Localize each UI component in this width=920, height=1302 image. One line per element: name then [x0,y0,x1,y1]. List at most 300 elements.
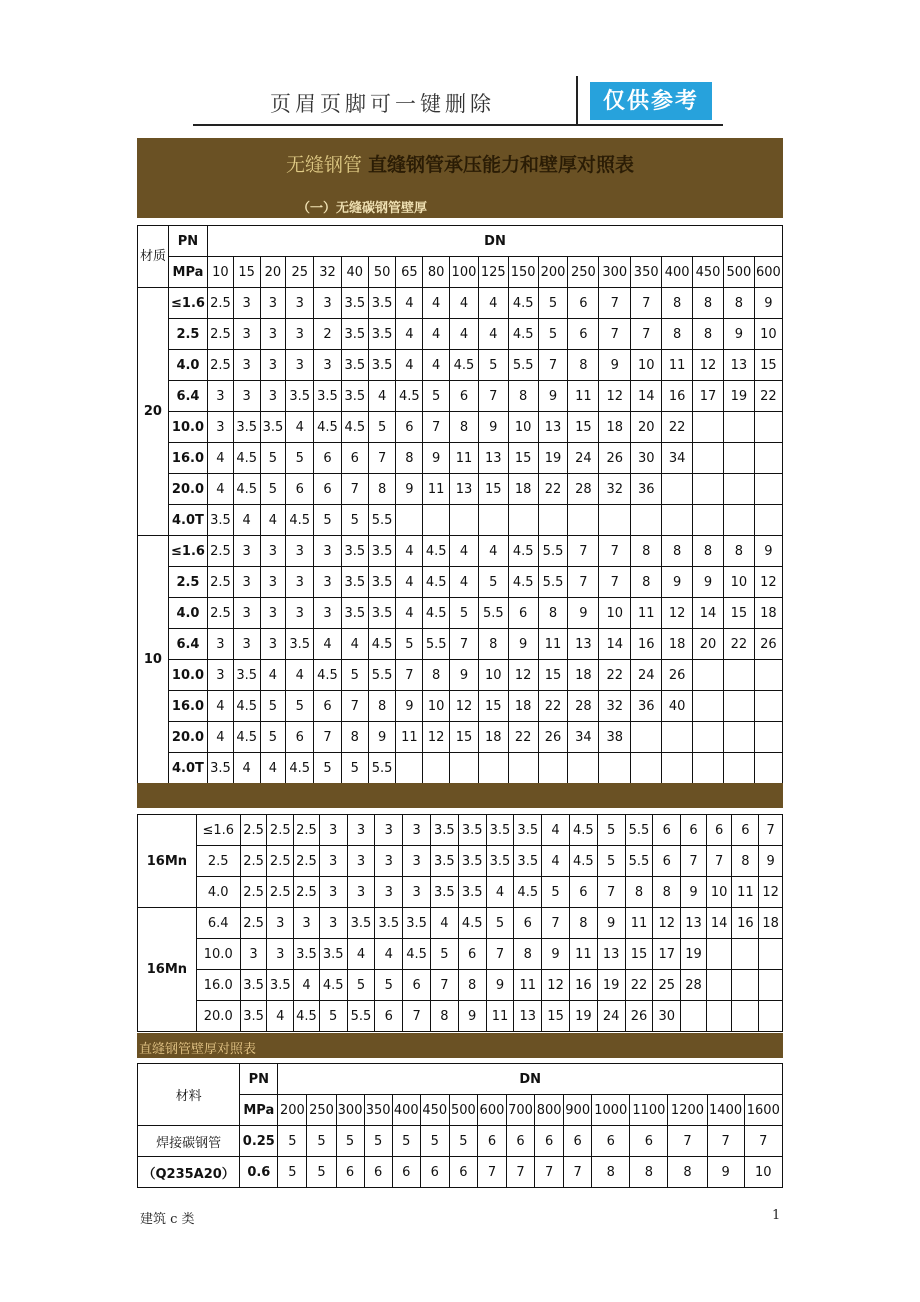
thickness-cell [754,443,782,474]
thickness-cell: 4.5 [396,381,423,412]
thickness-cell: 38 [599,722,631,753]
thickness-cell: 3 [233,381,260,412]
thickness-cell [681,1001,707,1032]
thickness-cell: 2 [314,319,342,350]
seamless-carbon-steel-table [137,225,783,784]
dn-value: 400 [662,257,693,288]
pn-cell: 16.0 [168,691,207,722]
thickness-cell: 10 [631,350,662,381]
thickness-cell: 7 [568,536,599,567]
thickness-cell: 26 [754,629,782,660]
thickness-cell: 4 [375,939,403,970]
pn-cell: 20.0 [196,1001,240,1032]
thickness-cell: 5.5 [368,660,396,691]
thickness-cell: 9 [478,412,508,443]
thickness-cell: 18 [508,474,538,505]
footer-category: 建筑 c 类 [140,1212,195,1227]
thickness-cell [693,505,724,536]
thickness-cell: 34 [662,443,693,474]
thickness-cell: 19 [723,381,754,412]
thickness-cell: 12 [508,660,538,691]
thickness-cell: 3 [286,350,314,381]
thickness-cell: 12 [653,908,681,939]
thickness-cell: 7 [538,350,568,381]
thickness-cell: 4.5 [508,567,538,598]
thickness-cell: 2.5 [267,846,294,877]
dn-value: 15 [233,257,260,288]
thickness-cell: 15 [542,1001,570,1032]
thickness-cell [631,505,662,536]
thickness-cell: 6 [681,815,707,846]
thickness-cell: 3 [314,350,342,381]
thickness-cell [759,1001,783,1032]
thickness-cell: 3 [267,908,294,939]
mpa-header: MPa [240,1095,278,1126]
thickness-cell: 4 [542,815,570,846]
pn-cell: 4.0 [196,877,240,908]
table-row [138,1001,783,1032]
thickness-cell: 5 [450,598,479,629]
thickness-cell: 5 [260,474,286,505]
thickness-cell: 4 [347,939,375,970]
thickness-cell: 19 [569,1001,597,1032]
thickness-cell: 26 [625,1001,653,1032]
thickness-cell: 3.5 [208,505,234,536]
thickness-cell: 2.5 [240,815,267,846]
thickness-cell: 12 [423,722,450,753]
thickness-cell: 26 [599,443,631,474]
pn-cell: ≤1.6 [168,288,207,319]
thickness-cell: 16 [732,908,759,939]
thickness-cell: 9 [754,536,782,567]
thickness-cell: 6 [403,970,431,1001]
thickness-cell: 8 [625,877,653,908]
thickness-cell: 3 [314,536,342,567]
table-row [138,1157,783,1188]
thickness-cell: 3 [260,288,286,319]
thickness-cell: 2.5 [240,877,267,908]
thickness-cell: 5.5 [423,629,450,660]
thickness-cell: 6 [592,1126,630,1157]
thickness-cell: 7 [478,381,508,412]
thickness-cell: 3 [347,877,375,908]
dn-value: 450 [420,1095,449,1126]
thickness-cell: 7 [599,288,631,319]
thickness-cell: 6 [564,1126,592,1157]
header-rule [193,124,723,126]
thickness-cell: 4 [478,536,508,567]
thickness-cell: 4.5 [423,567,450,598]
thickness-cell: 5 [368,412,396,443]
thickness-cell: 3.5 [486,815,514,846]
thickness-cell [396,753,423,784]
thickness-cell [662,753,693,784]
thickness-cell: 5 [538,288,568,319]
thickness-cell: 30 [631,443,662,474]
dn-value: 40 [341,257,368,288]
table-row [138,288,783,319]
thickness-cell: 4 [341,629,368,660]
thickness-cell: 24 [597,1001,625,1032]
thickness-cell: 7 [430,970,458,1001]
thickness-cell: 4 [450,536,479,567]
thickness-cell: 22 [662,412,693,443]
thickness-cell: 9 [568,598,599,629]
thickness-cell: 18 [599,412,631,443]
pn-cell: 4.0T [168,505,207,536]
table-row [138,939,783,970]
thickness-cell: 3 [314,567,342,598]
thickness-cell: 3 [403,815,431,846]
straight-seam-table [137,1063,783,1188]
thickness-cell: 3 [260,629,286,660]
thickness-cell: 4 [286,412,314,443]
thickness-cell [662,722,693,753]
thickness-cell: 4 [267,1001,294,1032]
pn-header: PN [240,1064,278,1095]
pn-header: PN [168,226,207,257]
thickness-cell: 14 [693,598,724,629]
thickness-cell: 24 [568,443,599,474]
thickness-cell: 15 [538,660,568,691]
thickness-cell: 7 [341,691,368,722]
thickness-cell: 3 [260,536,286,567]
dn-value: 350 [364,1095,392,1126]
thickness-cell: 6 [336,1157,364,1188]
thickness-cell [478,505,508,536]
thickness-cell: 22 [723,629,754,660]
thickness-cell: 4.5 [403,939,431,970]
thickness-cell: 3.5 [368,288,396,319]
thickness-cell: 3 [319,908,347,939]
thickness-cell: 5 [420,1126,449,1157]
16mn-steel-table [137,814,783,1032]
table-row [138,970,783,1001]
thickness-cell: 28 [568,691,599,722]
dn-value: 1200 [668,1095,707,1126]
thickness-cell: 4.5 [314,660,342,691]
thickness-cell: 13 [568,629,599,660]
thickness-cell: 13 [681,908,707,939]
thickness-cell: 9 [368,722,396,753]
thickness-cell: 3 [208,381,234,412]
thickness-cell [693,722,724,753]
thickness-cell: 22 [538,474,568,505]
thickness-cell [723,753,754,784]
thickness-cell: 8 [458,970,486,1001]
title-bold: 直缝钢管承压能力和壁厚对照表 [368,154,635,176]
thickness-cell: 7 [403,1001,431,1032]
thickness-cell: 25 [653,970,681,1001]
thickness-cell: 3.5 [208,753,234,784]
thickness-cell: 3.5 [458,815,486,846]
thickness-cell: 2.5 [208,319,234,350]
dn-value: 400 [392,1095,420,1126]
thickness-cell: 5 [538,319,568,350]
thickness-cell: 2.5 [208,288,234,319]
thickness-cell: 9 [542,939,570,970]
thickness-cell [693,660,724,691]
thickness-cell: 7 [599,319,631,350]
table-row [138,1126,783,1157]
thickness-cell: 3.5 [314,381,342,412]
thickness-cell: 3 [347,815,375,846]
thickness-cell: 6 [392,1157,420,1188]
dn-value: 100 [450,257,479,288]
straight-seam-title-band [137,1033,783,1058]
dn-value: 600 [754,257,782,288]
pn-cell: 6.4 [168,381,207,412]
thickness-cell: 6 [314,474,342,505]
thickness-cell: 6 [314,443,342,474]
thickness-cell: 13 [514,1001,542,1032]
thickness-cell: 6 [508,598,538,629]
pn-cell: 4.0 [168,598,207,629]
thickness-cell: 3 [375,846,403,877]
thickness-cell: 3.5 [430,877,458,908]
thickness-cell: 6 [458,939,486,970]
table-row [138,381,783,412]
thickness-cell [538,505,568,536]
table-row [138,598,783,629]
thickness-cell [693,443,724,474]
thickness-cell: 5 [260,691,286,722]
thickness-cell: 3.5 [486,846,514,877]
thickness-cell: 6 [286,474,314,505]
thickness-cell [568,505,599,536]
thickness-cell: 4 [478,319,508,350]
title-plain: 无缝钢管 [285,154,369,176]
material-cell: 16Mn [138,908,197,1032]
thickness-cell: 3 [233,319,260,350]
thickness-cell: 3.5 [341,536,368,567]
thickness-cell [693,691,724,722]
thickness-cell: 6 [375,1001,403,1032]
thickness-cell: 4 [423,350,450,381]
thickness-cell: 20 [631,412,662,443]
thickness-cell: 4 [542,846,570,877]
thickness-cell: 8 [478,629,508,660]
thickness-cell [732,939,759,970]
thickness-cell [754,474,782,505]
dn-value: 1100 [630,1095,668,1126]
table-row [138,722,783,753]
thickness-cell: 3.5 [341,319,368,350]
thickness-cell: 5.5 [538,536,568,567]
thickness-cell: 5.5 [508,350,538,381]
dn-value: 1600 [744,1095,782,1126]
thickness-cell: 11 [486,1001,514,1032]
thickness-cell: 4 [208,443,234,474]
thickness-cell: 4.5 [233,722,260,753]
thickness-cell [723,412,754,443]
thickness-cell: 3 [233,598,260,629]
thickness-cell [723,474,754,505]
thickness-cell: 9 [538,381,568,412]
thickness-cell: 3 [375,877,403,908]
thickness-cell: 3 [233,567,260,598]
thickness-cell: 11 [662,350,693,381]
header-divider [576,76,578,126]
thickness-cell [723,660,754,691]
table-row [138,443,783,474]
thickness-cell: 22 [508,722,538,753]
thickness-cell: 4.5 [569,846,597,877]
thickness-cell: 22 [599,660,631,691]
thickness-cell: 7 [568,567,599,598]
dn-value: 1000 [592,1095,630,1126]
thickness-cell: 3 [314,598,342,629]
thickness-cell: 4.5 [514,877,542,908]
thickness-cell: 7 [423,412,450,443]
thickness-cell: 4 [233,505,260,536]
thickness-cell: 11 [569,939,597,970]
thickness-cell: 14 [631,381,662,412]
thickness-cell: 4 [396,288,423,319]
thickness-cell: 6 [535,1126,564,1157]
thickness-cell: 9 [597,908,625,939]
thickness-cell: 6 [568,319,599,350]
thickness-cell [631,722,662,753]
thickness-cell: 7 [341,474,368,505]
thickness-cell: 15 [478,474,508,505]
thickness-cell: 8 [592,1157,630,1188]
thickness-cell [723,722,754,753]
thickness-cell [423,753,450,784]
thickness-cell: 15 [723,598,754,629]
thickness-cell: 7 [314,722,342,753]
thickness-cell [732,1001,759,1032]
thickness-cell [631,753,662,784]
thickness-cell: 22 [625,970,653,1001]
thickness-cell: 8 [723,536,754,567]
thickness-cell: 11 [732,877,759,908]
thickness-cell: 8 [693,288,724,319]
dn-value: 65 [396,257,423,288]
thickness-cell: 9 [599,350,631,381]
thickness-cell: 3 [286,598,314,629]
thickness-cell: 4.5 [569,815,597,846]
dn-value: 50 [368,257,396,288]
thickness-cell: 4.5 [458,908,486,939]
thickness-cell: 18 [759,908,783,939]
thickness-cell: 3.5 [341,288,368,319]
thickness-cell: 8 [662,288,693,319]
thickness-cell: 16 [631,629,662,660]
separator-band [137,783,783,808]
thickness-cell: 7 [631,319,662,350]
thickness-cell: 9 [707,1157,744,1188]
thickness-cell: 11 [568,381,599,412]
thickness-cell: 3.5 [375,908,403,939]
thickness-cell [706,970,732,1001]
material-cell: 焊接碳钢管 [138,1126,240,1157]
thickness-cell [754,691,782,722]
thickness-cell: 3 [319,815,347,846]
thickness-cell: 3.5 [368,567,396,598]
thickness-cell: 8 [341,722,368,753]
thickness-cell: 3.5 [368,350,396,381]
pn-cell: 10.0 [196,939,240,970]
thickness-cell: 7 [564,1157,592,1188]
page-number: 1 [772,1208,781,1223]
thickness-cell: 12 [542,970,570,1001]
thickness-cell: 8 [668,1157,707,1188]
thickness-cell: 9 [693,567,724,598]
thickness-cell: 6 [286,722,314,753]
thickness-cell: 4 [260,753,286,784]
thickness-cell: 4 [478,288,508,319]
thickness-cell: 4.5 [319,970,347,1001]
thickness-cell: 19 [538,443,568,474]
thickness-cell: 3.5 [458,846,486,877]
mpa-header: MPa [168,257,207,288]
thickness-cell: 5 [278,1126,307,1157]
thickness-cell: 6 [568,288,599,319]
thickness-cell: 3 [233,629,260,660]
table-row [138,753,783,784]
thickness-cell: 2.5 [294,877,320,908]
pn-cell: 6.4 [168,629,207,660]
dn-value: 600 [477,1095,506,1126]
thickness-cell: 9 [759,846,783,877]
thickness-cell [706,1001,732,1032]
thickness-cell: 7 [396,660,423,691]
thickness-cell: 7 [707,1126,744,1157]
thickness-cell: 8 [430,1001,458,1032]
thickness-cell: 5 [542,877,570,908]
thickness-cell: 9 [396,474,423,505]
thickness-cell: 4 [208,691,234,722]
thickness-cell: 22 [754,381,782,412]
thickness-cell: 4.5 [314,412,342,443]
thickness-cell: 3.5 [458,877,486,908]
thickness-cell: 3 [260,567,286,598]
thickness-cell: 12 [693,350,724,381]
thickness-cell: 4 [233,753,260,784]
thickness-cell: 17 [693,381,724,412]
thickness-cell: 9 [396,691,423,722]
thickness-cell: 3.5 [514,815,542,846]
thickness-cell: 4 [430,908,458,939]
thickness-cell: 12 [754,567,782,598]
thickness-cell: 4 [396,567,423,598]
thickness-cell: 26 [538,722,568,753]
thickness-cell: 36 [631,691,662,722]
pn-cell: 20.0 [168,722,207,753]
thickness-cell: 7 [599,536,631,567]
thickness-cell [599,753,631,784]
thickness-cell: 3.5 [341,350,368,381]
dn-value: 450 [693,257,724,288]
thickness-cell: 3.5 [286,629,314,660]
thickness-cell: 3 [403,846,431,877]
dn-value: 500 [723,257,754,288]
table-row [138,474,783,505]
thickness-cell [662,474,693,505]
thickness-cell [396,505,423,536]
table-row [138,319,783,350]
thickness-cell: 9 [754,288,782,319]
thickness-cell: 9 [508,629,538,660]
thickness-cell: 5.5 [368,505,396,536]
thickness-cell: 12 [759,877,783,908]
thickness-cell: 22 [538,691,568,722]
thickness-cell: 3 [260,381,286,412]
thickness-cell: 11 [625,908,653,939]
thickness-cell: 18 [754,598,782,629]
thickness-cell: 5 [375,970,403,1001]
